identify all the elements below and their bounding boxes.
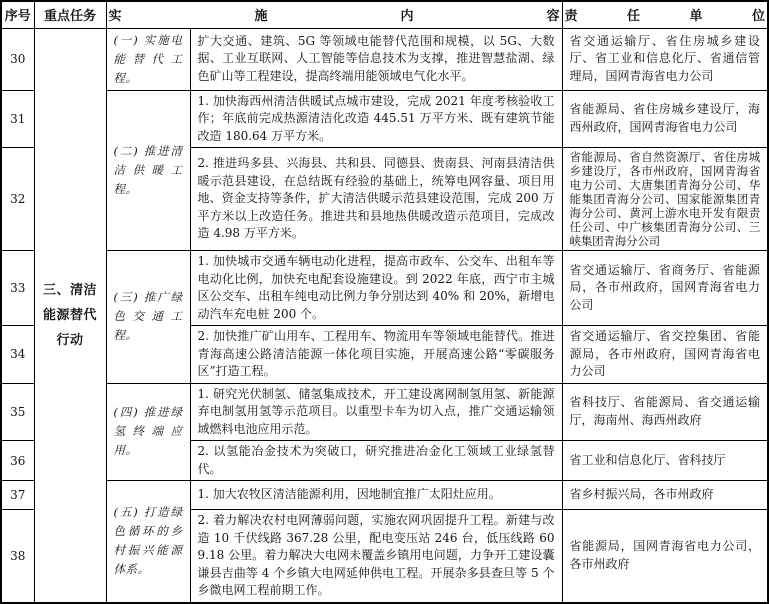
- header-task: 重点任务: [34, 1, 106, 28]
- responsible-unit: 省能源局，国网青海省电力公司，各市州政府: [562, 510, 768, 603]
- implementation-content: 1. 研究光伏制氢、储氢集成技术，开工建设离网制氢用氢、新能源弃电制氢用氢等示范项目。以重型卡车为切入点，推广交通运输领域燃料电池应用示范。: [190, 383, 562, 441]
- table-row-31: [1, 90, 768, 148]
- responsible-unit: 省能源局、省自然资源厅、省住房城乡建设厅，各市州政府，国网青海省电力公司、大唐集团青海分公司、华能集团青海分公司、国家能源集团青海分公司、黄河上游水电开发有限责任公司、中广核集团青海分公司、三峡集团青海分公司: [562, 148, 768, 251]
- subtask-label: (三) 推广绿色交通工程。: [106, 251, 190, 384]
- implementation-content: 2. 着力解决农村电网薄弱问题，实施农网巩固提升工程。新建与改造 10 千伏线路 367.28 公里，配电变压站 246 台，低压线路 609.18 公里。着力解决大电网未覆盖乡镇用电问题，力争开工建设囊谦县吉曲等 4 个乡镇大电网延伸供电工程。开展杂多县查旦等 5 个乡微电网工程前期工作。: [190, 510, 562, 603]
- implementation-content: 2. 加快推广矿山用车、工程用车、物流用车等领域电能替代。推进青海高速公路清洁能源一体化项目实施，开展高速公路“零碳服务区”打造工程。: [190, 326, 562, 384]
- responsible-unit: 省交通运输厅、省住房城乡建设厅、省工业和信息化厅、省通信管理局，国网青海省电力公司: [562, 28, 768, 90]
- serial-number: 30: [1, 28, 34, 90]
- table-row-33: [1, 251, 768, 326]
- responsible-unit: 省能源局、省住房城乡建设厅，海西州政府，国网青海省电力公司: [562, 90, 768, 148]
- implementation-content: 1. 加快海西州清洁供暖试点城市建设，完成 2021 年度考核验收工作；年底前完成热源清洁化改造 445.51 万平方米、既有建筑节能改造 180.64 万平方米。: [190, 90, 562, 148]
- subtask-label: (四) 推进绿氢终端应用。: [106, 383, 190, 481]
- serial-number: 32: [1, 148, 34, 251]
- serial-number: 35: [1, 383, 34, 441]
- implementation-content: 2. 以氢能冶金技术为突破口，研究推进冶金化工领域工业绿氢替代。: [190, 441, 562, 481]
- table-row-35: [1, 383, 768, 441]
- subtask-label: (二) 推进清洁供暖工程。: [106, 90, 190, 251]
- table-header-row: [1, 1, 768, 28]
- serial-number: 33: [1, 251, 34, 326]
- serial-number: 31: [1, 90, 34, 148]
- header-content: 实施内容: [106, 1, 562, 28]
- serial-number: 36: [1, 441, 34, 481]
- subtask-label: (一) 实施电能替代工程。: [106, 28, 190, 90]
- header-unit: 责任单位: [562, 1, 768, 28]
- implementation-content: 2. 推进玛多县、兴海县、共和县、同德县、贵南县、河南县清洁供暖示范县建设，在总结既有经验的基础上，统筹电网容量、项目用地、资金支持等条件，扩大清洁供暖示范县建设范围，完成 200 万平方米以上改造任务。推进共和县地热供暖改造示范项目，完成改造 4.98 万平方米。: [190, 148, 562, 251]
- serial-number: 37: [1, 481, 34, 510]
- implementation-content: 1. 加快城市交通车辆电动化进程，提高市政车、公交车、出租车等电动化比例，加快充电配套设施建设。到 2022 年底，西宁市主城区公交车、出租车纯电动比例力争分别达到 40% 和 20%，新增电动汽车充电桩 200 个。: [190, 251, 562, 326]
- serial-number: 34: [1, 326, 34, 384]
- subtask-label: (五) 打造绿色循环的乡村振兴能源体系。: [106, 481, 190, 603]
- implementation-content: 扩大交通、建筑、5G 等领域电能替代范围和规模，以 5G、大数据、工业互联网、人工智能等信息技术为支撑，推进智慧盐湖、绿色矿山等工程建设，提高终端用能领域电气化水平。: [190, 28, 562, 90]
- responsible-unit: 省科技厅、省能源局、省交通运输厅，海南州、海西州政府: [562, 383, 768, 441]
- serial-number: 38: [1, 510, 34, 603]
- table-row-30: [1, 28, 768, 90]
- task-group-cell: 三、清洁能源替代行动: [34, 28, 106, 603]
- table-row-37: [1, 481, 768, 510]
- responsible-unit: 省乡村振兴局，各市州政府: [562, 481, 768, 510]
- responsible-unit: 省交通运输厅、省交控集团、省能源局，各市州政府，国网青海省电力公司: [562, 326, 768, 384]
- implementation-content: 1. 加大农牧区清洁能源利用，因地制宜推广太阳灶应用。: [190, 481, 562, 510]
- responsible-unit: 省工业和信息化厅、省科技厅: [562, 441, 768, 481]
- responsible-unit: 省交通运输厅、省商务厅、省能源局，各市州政府，国网青海省电力公司: [562, 251, 768, 326]
- header-serial: 序号: [1, 1, 34, 28]
